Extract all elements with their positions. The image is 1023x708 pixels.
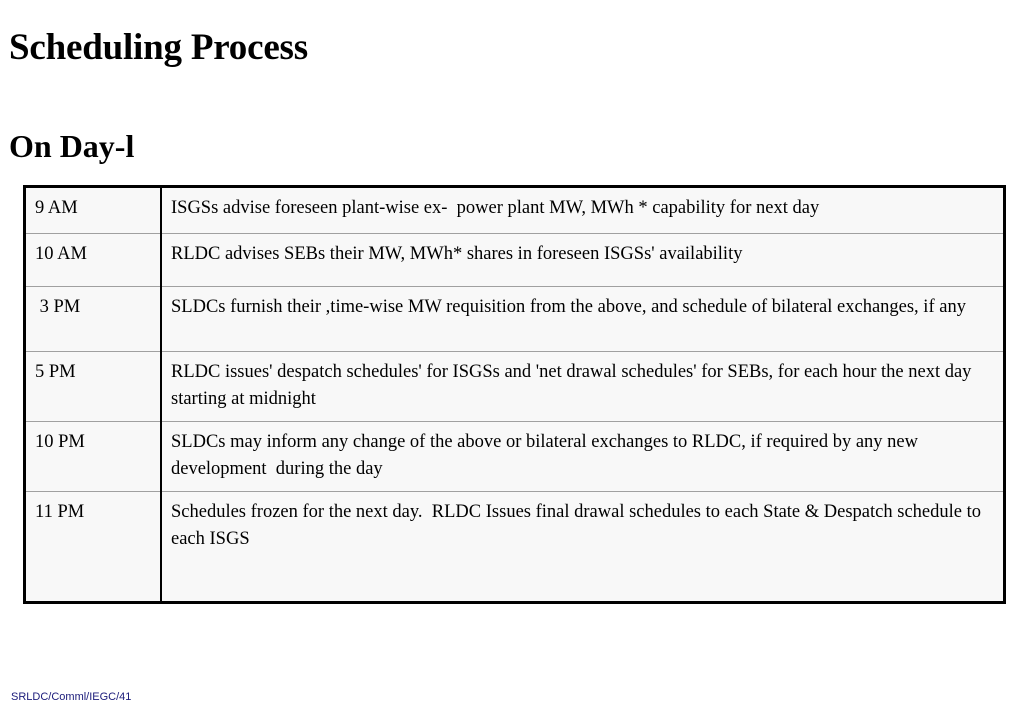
time-cell: 10 AM	[25, 234, 162, 287]
time-cell: 10 PM	[25, 422, 162, 492]
description-cell: ISGSs advise foreseen plant-wise ex- power plant MW, MWh * capability for next day	[161, 187, 1005, 234]
schedule-table	[23, 185, 1006, 604]
schedule-table-body	[25, 187, 1005, 603]
table-row	[25, 287, 1005, 352]
description-cell: RLDC advises SEBs their MW, MWh* shares in foreseen ISGSs' availability	[161, 234, 1005, 287]
time-cell: 9 AM	[25, 187, 162, 234]
time-cell: 11 PM	[25, 492, 162, 603]
table-row	[25, 492, 1005, 603]
table-row	[25, 352, 1005, 422]
table-row	[25, 422, 1005, 492]
time-cell: 3 PM	[25, 287, 162, 352]
slide-footer: SRLDC/Comml/IEGC/41	[11, 691, 132, 703]
description-cell: RLDC issues' despatch schedules' for ISGSs and 'net drawal schedules' for SEBs, for each hour the next day starting at midnight	[161, 352, 1005, 422]
description-cell: SLDCs may inform any change of the above or bilateral exchanges to RLDC, if required by any new development during the day	[161, 422, 1005, 492]
table-row	[25, 187, 1005, 234]
description-cell: Schedules frozen for the next day. RLDC Issues final drawal schedules to each State & Despatch schedule to each ISGS	[161, 492, 1005, 603]
time-cell: 5 PM	[25, 352, 162, 422]
description-cell: SLDCs furnish their ,time-wise MW requisition from the above, and schedule of bilateral exchanges, if any	[161, 287, 1005, 352]
slide-title: Scheduling Process	[9, 27, 308, 68]
slide-subtitle: On Day-l	[9, 128, 135, 164]
table-row	[25, 234, 1005, 287]
